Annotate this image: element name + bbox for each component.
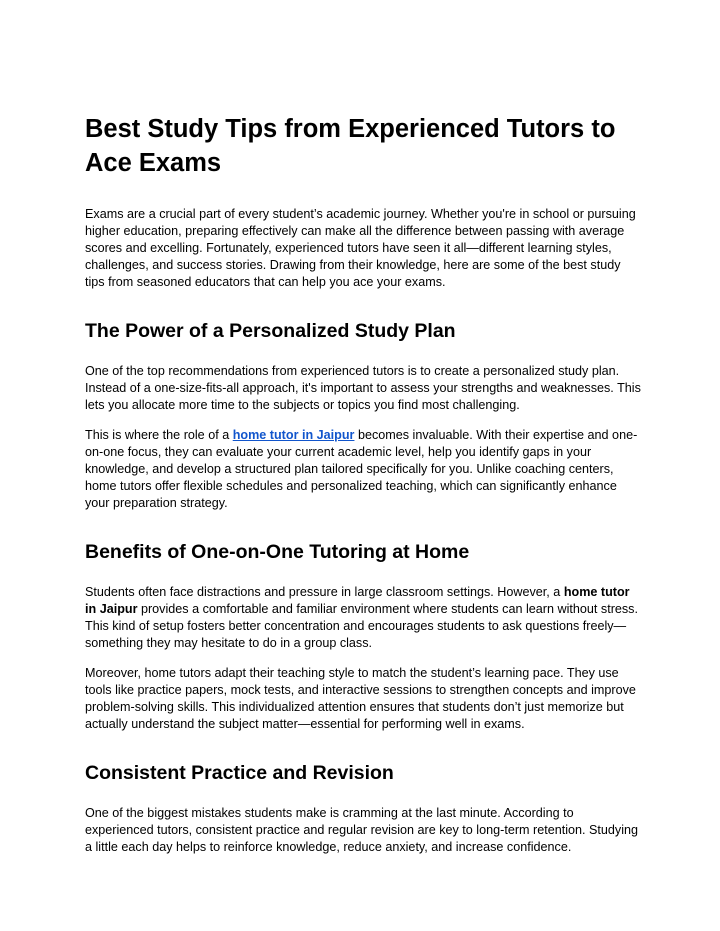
paragraph-text: Students often face distractions and pressure in large classroom settings. However, a	[85, 585, 564, 599]
paragraph-text: becomes invaluable. With their expertise and one-on-one focus, they can evaluate your current academic level, help you identify gaps in your knowledge, and develop a structured plan tailored specifically for you. Unlike coaching centers, home tutors offer flexible schedules and personalized teaching, which can significantly enhance your preparation strategy.	[85, 428, 638, 510]
section-heading-personalized-plan: The Power of a Personalized Study Plan	[85, 320, 456, 342]
home-tutor-jaipur-link[interactable]: home tutor in Jaipur	[232, 428, 355, 442]
one-on-one-paragraph-2: Moreover, home tutors adapt their teaching style to match the student’s learning pace. They use tools like practice papers, mock tests, and interactive sessions to strengthen concepts and improve problem-solving skills. This individualized attention ensures that students don’t just memorize but actually understand the subject matter—essential for performing well in exams.	[85, 666, 636, 731]
one-on-one-paragraph-1	[85, 584, 641, 652]
personalized-plan-paragraph-2	[85, 427, 641, 512]
page-title: Best Study Tips from Experienced Tutors to Ace Exams	[85, 115, 616, 177]
personalized-plan-paragraph-1: One of the top recommendations from experienced tutors is to create a personalized study plan. Instead of a one-size-fits-all approach, it's important to assess your strengths and weaknesses. This lets you allocate more time to the subjects or topics you find most challenging.	[85, 364, 641, 412]
practice-revision-paragraph-1: One of the biggest mistakes students make is cramming at the last minute. According to experienced tutors, consistent practice and regular revision are key to long-term retention. Studying a little each day helps to reinforce knowledge, reduce anxiety, and increase confidence.	[85, 806, 639, 854]
document-page	[85, 112, 641, 856]
bold-keyword: home tutor in Jaipur	[85, 585, 630, 616]
paragraph-text: provides a comfortable and familiar environment where students can learn without stress. This kind of setup fosters better concentration and encourages students to ask questions freely—something they may hesitate to do in a group class.	[85, 602, 638, 650]
paragraph-text: This is where the role of a	[85, 428, 233, 442]
section-heading-practice-revision: Consistent Practice and Revision	[85, 762, 394, 784]
intro-paragraph: Exams are a crucial part of every student’s academic journey. Whether you're in school or pursuing higher education, preparing effectively can make all the difference between passing with average scores and excelling. Fortunately, experienced tutors have seen it all—different learning styles, challenges, and success stories. Drawing from their knowledge, here are some of the best study tips from seasoned educators that can help you ace your exams.	[85, 207, 636, 289]
section-heading-one-on-one: Benefits of One-on-One Tutoring at Home	[85, 541, 470, 563]
